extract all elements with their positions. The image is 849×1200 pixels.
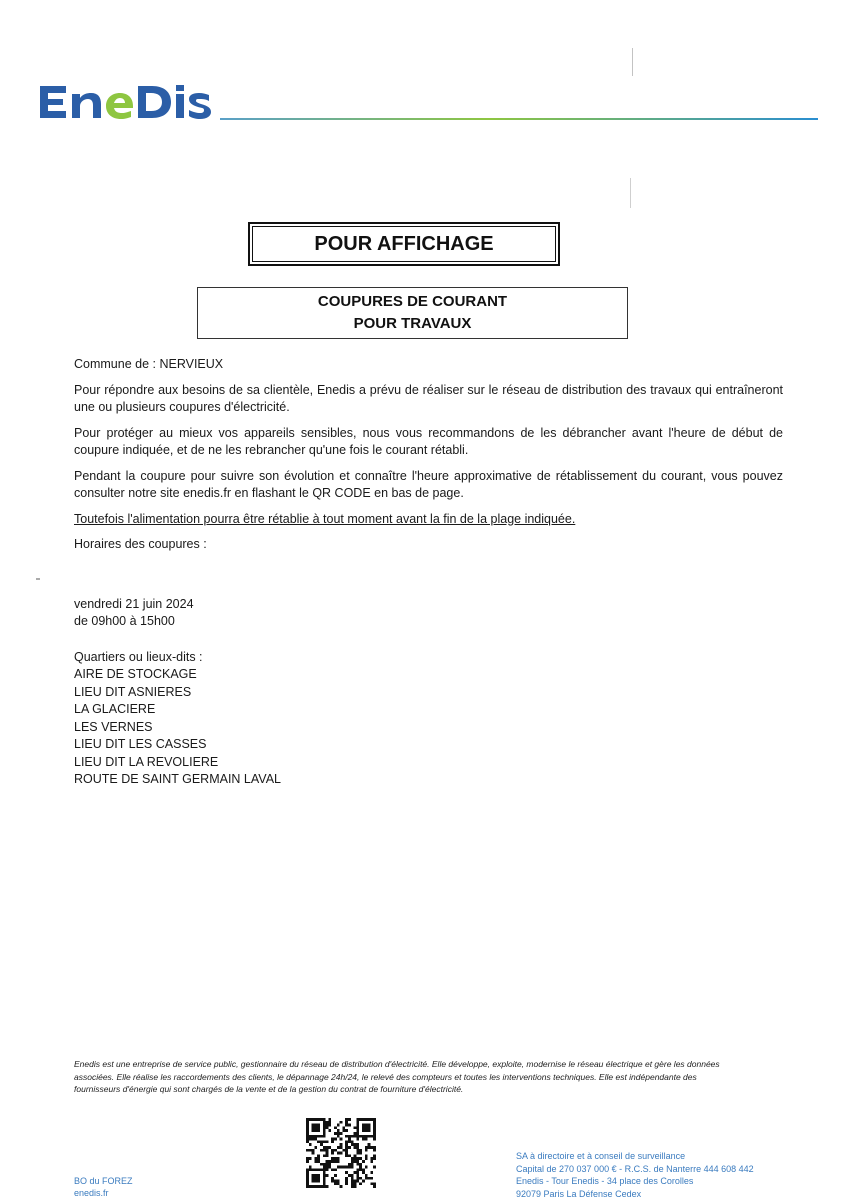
notice-body [74,356,783,789]
place-item: LES VERNES [74,719,153,734]
schedule-label: Horaires des coupures : [74,537,207,551]
place-item: ROUTE DE SAINT GERMAIN LAVAL [74,772,281,786]
corporate-info [516,1150,754,1200]
subtitle-line-1: COUPURES DE COURANT [317,293,508,310]
schedule-hours: de 09h00 à 15h00 [74,614,175,628]
footer-note-line: fournisseurs d'énergie qui sont chargés de la vente et de la gestion du contrat de fourniture d'électricité. [74,1084,464,1094]
corporate-line: Capital de 270 037 000 € - R.C.S. de Nanterre 444 608 442 [516,1163,754,1174]
place-item: LIEU DIT ASNIERES [74,684,192,699]
scan-speck [630,178,631,208]
website-link[interactable]: enedis.fr [74,1188,109,1198]
scan-speck [36,578,40,580]
enedis-logo [36,80,216,124]
footer-legal-note [74,1058,774,1096]
paragraph-2: Pour protéger au mieux vos appareils sensibles, nous vous recommandons de les débrancher avant l'heure de début de coupure indiquée, et de ne les rebrancher qu'une fois le courant rétabli. [74,425,783,457]
corporate-line: SA à directoire et à conseil de surveillance [516,1151,686,1161]
places-label: Quartiers ou lieux-dits : [74,649,203,664]
regional-office [74,1175,133,1199]
place-item: AIRE DE STOCKAGE [74,667,197,681]
commune: Commune de : NERVIEUX [74,357,224,371]
corporate-line: 92079 Paris La Défense Cedex [516,1188,642,1199]
underlined-note-text: Toutefois l'alimentation pourra être rétablie à tout moment avant la fin de la plage indiquée. [74,511,576,526]
header-rule [220,118,818,120]
office-name: BO du FOREZ [74,1176,133,1186]
subtitle-line-2: POUR TRAVAUX [353,315,472,332]
qr-code-icon[interactable] [306,1118,376,1188]
place-item: LIEU DIT LES CASSES [74,737,207,751]
footer-note-line: associées. Elle réalise les raccordements des clients, le dépannage 24h/24, le relevé des compteurs et toutes les interventions techniques. Elle est indépendante des [74,1071,697,1082]
place-item: LA GLACIERE [74,702,156,716]
schedule-date: vendredi 21 juin 2024 [74,596,194,611]
corporate-line: Enedis - Tour Enedis - 34 place des Corolles [516,1176,694,1186]
subtitle-box [197,287,628,339]
place-item: LIEU DIT LA REVOLIERE [74,754,219,769]
paragraph-1: Pour répondre aux besoins de sa clientèle, Enedis a prévu de réaliser sur le réseau de distribution des travaux qui entraîneront une ou plusieurs coupures d'électricité. [74,382,783,414]
title-box [248,222,560,266]
paragraph-3: Pendant la coupure pour suivre son évolution et connaître l'heure approximative de rétablissement du courant, vous pouvez consulter notre site enedis.fr en flashant le QR CODE en bas de page. [74,468,783,500]
footer-note-line: Enedis est une entreprise de service public, gestionnaire du réseau de distribution d'électricité. Elle développe, exploite, modernise le réseau électrique et gère les données [74,1059,720,1069]
page-title: POUR AFFICHAGE [252,226,556,262]
scan-speck [632,48,633,76]
underlined-note [74,511,783,529]
